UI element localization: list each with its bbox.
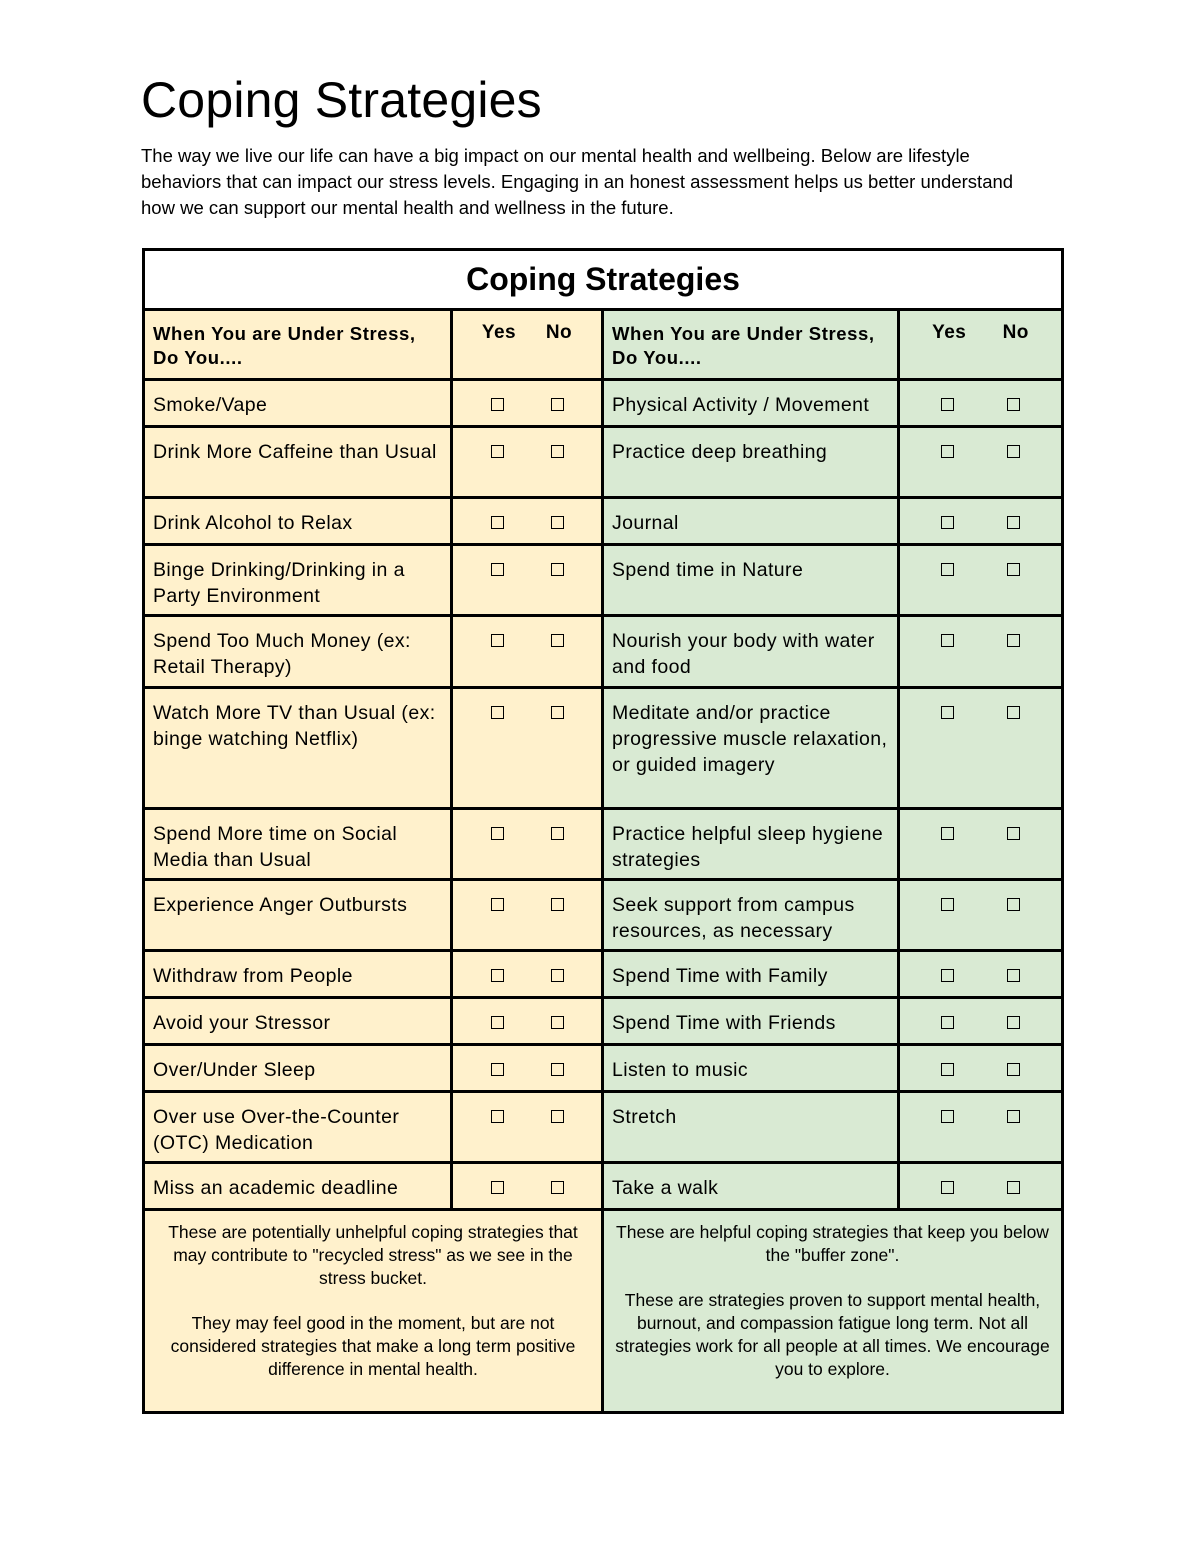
left-strategy-label (144, 951, 452, 998)
no-checkbox[interactable] (551, 1016, 564, 1029)
no-checkbox[interactable] (1007, 706, 1020, 719)
yes-checkbox[interactable] (491, 1016, 504, 1029)
right-yes-no-cell (899, 688, 1063, 809)
right-yes-no-cell (899, 545, 1063, 616)
table-row (144, 616, 1063, 688)
yes-checkbox[interactable] (491, 706, 504, 719)
left-strategy-text: Withdraw from People (153, 965, 353, 987)
right-strategy-label (603, 1092, 899, 1163)
no-checkbox[interactable] (551, 1181, 564, 1194)
left-strategy-text: Avoid your Stressor (153, 1012, 331, 1034)
left-strategy-text: Drink Alcohol to Relax (153, 512, 353, 534)
yes-checkbox[interactable] (941, 827, 954, 840)
left-yes-no-cell (452, 498, 603, 545)
no-checkbox[interactable] (1007, 827, 1020, 840)
right-yes-no-cell (899, 998, 1063, 1045)
yes-checkbox[interactable] (941, 398, 954, 411)
no-checkbox[interactable] (551, 445, 564, 458)
left-column-header: When You are Under Stress, Do You.... (144, 310, 452, 380)
yes-checkbox[interactable] (941, 563, 954, 576)
right-strategy-label (603, 380, 899, 427)
yes-checkbox[interactable] (491, 563, 504, 576)
yes-checkbox[interactable] (941, 516, 954, 529)
no-header: No (1002, 322, 1029, 343)
left-strategy-label (144, 1163, 452, 1210)
left-yes-no-cell (452, 809, 603, 880)
right-strategy-label (603, 688, 899, 809)
left-yes-no-cell (452, 545, 603, 616)
right-strategy-text: Meditate and/or practice progressive muscle relaxation, or guided imagery (612, 702, 888, 776)
yes-checkbox[interactable] (941, 706, 954, 719)
left-yes-no-cell (452, 1045, 603, 1092)
table-row (144, 951, 1063, 998)
right-yes-no-cell (899, 951, 1063, 998)
no-header: No (545, 322, 573, 343)
note-paragraph: These are helpful coping strategies that keep you below the "buffer zone". (616, 1222, 1049, 1265)
no-checkbox[interactable] (551, 827, 564, 840)
left-strategy-label (144, 998, 452, 1045)
no-checkbox[interactable] (1007, 634, 1020, 647)
no-checkbox[interactable] (1007, 969, 1020, 982)
yes-checkbox[interactable] (491, 969, 504, 982)
right-column-header: When You are Under Stress, Do You.... (603, 310, 899, 380)
left-strategy-label (144, 545, 452, 616)
yes-checkbox[interactable] (941, 445, 954, 458)
no-checkbox[interactable] (1007, 445, 1020, 458)
yes-checkbox[interactable] (491, 1063, 504, 1076)
right-yes-no-cell (899, 427, 1063, 498)
right-strategy-text: Journal (612, 512, 679, 534)
left-strategy-text: Spend Too Much Money (ex: Retail Therapy) (153, 630, 411, 678)
right-strategy-text: Practice helpful sleep hygiene strategies (612, 823, 884, 871)
right-yes-no-cell (899, 1092, 1063, 1163)
helpful-strategies-note (603, 1210, 1063, 1413)
no-checkbox[interactable] (551, 516, 564, 529)
right-strategy-label (603, 545, 899, 616)
yes-checkbox[interactable] (941, 1063, 954, 1076)
right-strategy-label (603, 809, 899, 880)
no-checkbox[interactable] (1007, 898, 1020, 911)
table-row (144, 427, 1063, 498)
coping-strategies-table (142, 248, 1064, 1414)
note-paragraph: They may feel good in the moment, but are not considered strategies that make a long term positive difference in mental health. (170, 1313, 576, 1379)
yes-checkbox[interactable] (491, 445, 504, 458)
yes-checkbox[interactable] (491, 398, 504, 411)
table-row (144, 1092, 1063, 1163)
right-strategy-text: Practice deep breathing (612, 441, 828, 463)
yes-checkbox[interactable] (491, 1181, 504, 1194)
yes-checkbox[interactable] (941, 969, 954, 982)
yes-header: Yes (932, 322, 967, 343)
left-strategy-label (144, 880, 452, 951)
left-yes-no-cell (452, 880, 603, 951)
right-yes-no-cell (899, 1163, 1063, 1210)
left-yes-no-cell (452, 688, 603, 809)
no-checkbox[interactable] (1007, 1063, 1020, 1076)
unhelpful-strategies-note (144, 1210, 603, 1413)
left-strategy-label (144, 688, 452, 809)
left-strategy-label (144, 616, 452, 688)
left-strategy-text: Over use Over-the-Counter (OTC) Medication (153, 1106, 400, 1154)
right-strategy-label (603, 998, 899, 1045)
right-strategy-text: Stretch (612, 1106, 677, 1128)
no-checkbox[interactable] (1007, 398, 1020, 411)
table-row (144, 545, 1063, 616)
no-checkbox[interactable] (551, 1110, 564, 1123)
yes-checkbox[interactable] (491, 1110, 504, 1123)
no-checkbox[interactable] (551, 398, 564, 411)
right-yes-no-header (899, 310, 1063, 380)
left-yes-no-cell (452, 427, 603, 498)
no-checkbox[interactable] (551, 706, 564, 719)
right-strategy-text: Nourish your body with water and food (612, 630, 875, 678)
no-checkbox[interactable] (1007, 516, 1020, 529)
table-row (144, 498, 1063, 545)
yes-header: Yes (481, 322, 517, 343)
left-strategy-text: Miss an academic deadline (153, 1177, 399, 1199)
left-yes-no-header (452, 310, 603, 380)
note-paragraph: These are potentially unhelpful coping strategies that may contribute to "recycled stress" as we see in the stress bucket. (168, 1222, 578, 1288)
right-yes-no-cell (899, 498, 1063, 545)
right-strategy-text: Physical Activity / Movement (612, 394, 870, 416)
no-checkbox[interactable] (551, 563, 564, 576)
left-strategy-text: Watch More TV than Usual (ex: binge watching Netflix) (153, 702, 436, 750)
yes-checkbox[interactable] (941, 898, 954, 911)
yes-checkbox[interactable] (941, 1181, 954, 1194)
right-yes-no-cell (899, 1045, 1063, 1092)
no-checkbox[interactable] (1007, 563, 1020, 576)
table-row (144, 688, 1063, 809)
left-yes-no-cell (452, 951, 603, 998)
left-strategy-label (144, 809, 452, 880)
yes-checkbox[interactable] (491, 516, 504, 529)
left-yes-no-cell (452, 380, 603, 427)
table-row (144, 1045, 1063, 1092)
no-checkbox[interactable] (551, 898, 564, 911)
yes-checkbox[interactable] (491, 898, 504, 911)
left-strategy-label (144, 1092, 452, 1163)
left-strategy-label (144, 1045, 452, 1092)
left-yes-no-cell (452, 616, 603, 688)
note-paragraph: These are strategies proven to support mental health, burnout, and compassion fatigue long term. Not all strategies work for all people at all times. We encourage you to explore. (615, 1290, 1050, 1379)
right-strategy-label (603, 498, 899, 545)
table-row (144, 380, 1063, 427)
right-yes-no-cell (899, 616, 1063, 688)
right-strategy-text: Take a walk (612, 1177, 719, 1199)
left-strategy-text: Experience Anger Outbursts (153, 894, 408, 916)
left-yes-no-cell (452, 1092, 603, 1163)
left-strategy-label (144, 498, 452, 545)
right-strategy-text: Seek support from campus resources, as necessary (612, 894, 855, 942)
right-yes-no-cell (899, 880, 1063, 951)
no-checkbox[interactable] (1007, 1016, 1020, 1029)
left-yes-no-cell (452, 1163, 603, 1210)
left-strategy-text: Drink More Caffeine than Usual (153, 441, 437, 463)
left-strategy-text: Binge Drinking/Drinking in a Party Environment (153, 559, 405, 607)
table-row (144, 880, 1063, 951)
left-yes-no-cell (452, 998, 603, 1045)
intro-paragraph: The way we live our life can have a big impact on our mental health and wellbeing. Below are lifestyle behaviors that can impact our stress levels. Engaging in an honest assessment helps us better understand how we can support our mental health and wellness in the future. (141, 145, 1014, 218)
table-title: Coping Strategies (144, 250, 1063, 310)
right-strategy-label (603, 1163, 899, 1210)
yes-checkbox[interactable] (491, 634, 504, 647)
right-strategy-label (603, 427, 899, 498)
no-checkbox[interactable] (551, 1063, 564, 1076)
table-row (144, 809, 1063, 880)
right-strategy-text: Spend time in Nature (612, 559, 804, 581)
left-strategy-text: Smoke/Vape (153, 394, 268, 416)
left-strategy-label (144, 427, 452, 498)
yes-checkbox[interactable] (941, 1110, 954, 1123)
page-title: Coping Strategies (141, 72, 542, 128)
right-strategy-label (603, 616, 899, 688)
right-strategy-label (603, 951, 899, 998)
no-checkbox[interactable] (1007, 1110, 1020, 1123)
table-row (144, 998, 1063, 1045)
left-strategy-label (144, 380, 452, 427)
no-checkbox[interactable] (551, 969, 564, 982)
right-strategy-label (603, 1045, 899, 1092)
yes-checkbox[interactable] (941, 634, 954, 647)
no-checkbox[interactable] (1007, 1181, 1020, 1194)
footer-row (144, 1210, 1063, 1413)
right-strategy-text: Listen to music (612, 1059, 749, 1081)
right-strategy-text: Spend Time with Friends (612, 1012, 836, 1034)
yes-checkbox[interactable] (491, 827, 504, 840)
right-yes-no-cell (899, 809, 1063, 880)
right-strategy-label (603, 880, 899, 951)
left-strategy-text: Over/Under Sleep (153, 1059, 316, 1081)
no-checkbox[interactable] (551, 634, 564, 647)
yes-checkbox[interactable] (941, 1016, 954, 1029)
right-strategy-text: Spend Time with Family (612, 965, 828, 987)
table-row (144, 1163, 1063, 1210)
right-yes-no-cell (899, 380, 1063, 427)
left-strategy-text: Spend More time on Social Media than Usual (153, 823, 398, 871)
